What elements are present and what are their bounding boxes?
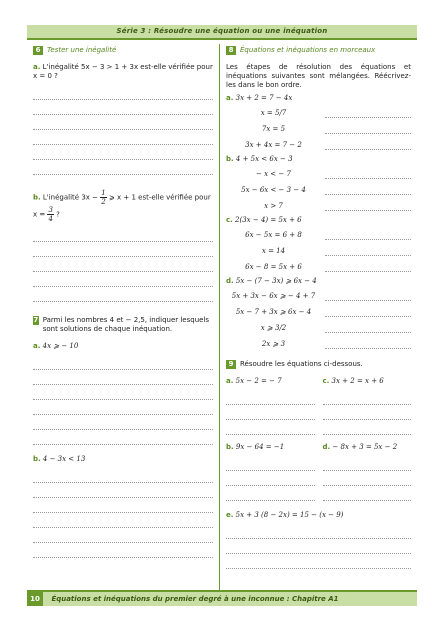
exercise-title: Parmi les nombres 4 et − 2,5, indiquer lesquels sont solutions de chaque inéquation. (42, 316, 210, 333)
answer-lines (33, 355, 213, 445)
question-text-part3: x = (33, 210, 46, 219)
group-header (226, 94, 411, 103)
question-text: 5x + 3 (8 − 2x) = 15 − (x − 9) (235, 511, 344, 519)
question-label: b. (33, 193, 41, 202)
answer-line[interactable] (325, 262, 411, 272)
answer-line[interactable] (226, 405, 315, 420)
answer-line[interactable] (33, 287, 213, 302)
group-equation: 5x − (7 − 3x) ⩾ 6x − 4 (235, 277, 317, 285)
answer-line[interactable] (33, 370, 213, 385)
answer-line[interactable] (33, 498, 213, 513)
exercise-title: Équations et inéquations en morceaux (240, 46, 376, 54)
answer-line[interactable] (325, 323, 411, 333)
answer-line[interactable] (323, 456, 412, 471)
question-text-part4: ? (56, 210, 60, 219)
question-text: 5x − 2 = − 7 (235, 377, 282, 385)
question-text: 3x + 2 = x + 6 (331, 377, 384, 385)
answer-line[interactable] (33, 272, 213, 287)
answer-line[interactable] (33, 115, 213, 130)
question-text: 4x ⩾ − 10 (42, 342, 79, 350)
step-equation: 6x − 5x = 6 + 8 (245, 230, 302, 239)
question-label: b. (226, 443, 234, 451)
exercise-title: Résoudre les équations ci-dessous. (240, 360, 363, 368)
answer-line[interactable] (33, 100, 213, 115)
step-equation: − x < − 7 (256, 169, 291, 178)
right-column (226, 46, 411, 569)
exercise-8-header (226, 46, 411, 55)
step-row (226, 182, 411, 198)
answer-line[interactable] (33, 242, 213, 257)
step-equation: x = 14 (261, 246, 286, 255)
answer-line[interactable] (226, 420, 315, 435)
left-column (33, 46, 213, 558)
answer-line[interactable] (226, 456, 315, 471)
group-label: a. (226, 94, 234, 102)
answer-line[interactable] (325, 339, 411, 349)
question-text: 9x − 64 = −1 (235, 443, 285, 451)
answer-line[interactable] (323, 390, 412, 405)
question-label: a. (33, 342, 41, 350)
group-header (226, 155, 411, 164)
question-b (33, 189, 213, 223)
answer-line[interactable] (33, 130, 213, 145)
chapter-title: Équations et inéquations du premier degré à une inconnue : Chapitre A1 (51, 595, 339, 603)
group-equation: 4 + 5x < 6x − 3 (235, 155, 293, 163)
group-label: d. (226, 277, 234, 285)
answer-lines (33, 85, 213, 175)
exercise-6-header (33, 46, 213, 55)
question-e (226, 511, 411, 520)
step-equation: x = 5/7 (260, 108, 287, 117)
page-number: 10 (27, 592, 43, 606)
question-text: L'inégalité 5x − 3 > 1 + 3x est-elle vérifiée pour x = 0 ? (33, 63, 213, 80)
step-equation: 3x + 4x = 7 − 2 (245, 140, 302, 149)
step-equation: 6x − 8 = 5x + 6 (245, 262, 302, 271)
answer-line[interactable] (323, 420, 412, 435)
answer-line[interactable] (325, 140, 411, 150)
question-label: a. (33, 63, 41, 71)
fraction-numerator: 1 (101, 189, 106, 197)
group-label: b. (226, 155, 234, 163)
group-equation: 2(3x − 4) = 5x + 6 (235, 216, 302, 224)
step-row (226, 304, 411, 320)
step-row (226, 198, 411, 214)
fraction-denominator: 2 (101, 198, 106, 206)
answer-line[interactable] (33, 528, 213, 543)
answer-line[interactable] (33, 355, 213, 370)
answer-line[interactable] (33, 145, 213, 160)
group-header (226, 277, 411, 286)
step-equation: 5x − 7 + 3x ⩾ 6x − 4 (235, 307, 312, 316)
answer-line[interactable] (33, 160, 213, 175)
exercise-intro: Les étapes de résolution des équations et inéquations suivantes sont mélangées. Réécrivez-les dans le bon ordre. (226, 63, 411, 89)
step-equation: x ⩾ 3/2 (260, 323, 287, 332)
step-equation: 2x ⩾ 3 (261, 339, 286, 348)
answer-line[interactable] (226, 539, 411, 554)
exercise-title: Tester une inégalité (47, 46, 117, 54)
answer-line[interactable] (323, 486, 412, 501)
answer-line[interactable] (33, 257, 213, 272)
answer-line[interactable] (325, 246, 411, 256)
answer-line[interactable] (323, 405, 412, 420)
answer-lines (33, 468, 213, 558)
answer-line[interactable] (325, 291, 411, 301)
answer-line[interactable] (33, 468, 213, 483)
fraction-denominator: 4 (48, 215, 53, 223)
answer-line[interactable] (226, 486, 315, 501)
step-row (226, 259, 411, 275)
question-row-bd (226, 443, 411, 501)
answer-line[interactable] (33, 85, 213, 100)
answer-line[interactable] (33, 430, 213, 445)
answer-line[interactable] (325, 185, 411, 195)
step-equation: 7x = 5 (261, 124, 286, 133)
answer-line[interactable] (33, 513, 213, 528)
exercise-number: 9 (226, 360, 236, 369)
exercise-number: 7 (33, 316, 39, 324)
answer-line[interactable] (226, 524, 411, 539)
exercise-number: 8 (226, 46, 236, 55)
question-a (33, 63, 213, 81)
exercise-9-header (226, 360, 411, 369)
answer-line[interactable] (33, 400, 213, 415)
group-label: c. (226, 216, 233, 224)
group-equation: 3x + 2 = 7 − 4x (235, 94, 293, 102)
answer-line[interactable] (226, 390, 315, 405)
question-label: e. (226, 511, 234, 519)
answer-line[interactable] (325, 230, 411, 240)
column-divider (219, 44, 220, 592)
answer-line[interactable] (325, 108, 411, 118)
question-text-part1: L'inégalité 3x − (42, 193, 99, 202)
step-row (226, 137, 411, 153)
step-row (226, 288, 411, 304)
answer-line[interactable] (33, 483, 213, 498)
answer-line[interactable] (325, 201, 411, 211)
question-text-part2: ⩾ x + 1 est-elle vérifiée pour (108, 193, 211, 202)
fraction (100, 189, 106, 206)
question-label: d. (322, 443, 331, 451)
question-row-ac (226, 377, 411, 435)
step-equation: 5x − 6x < − 3 − 4 (241, 185, 306, 194)
answer-line[interactable] (325, 169, 411, 179)
question-b (33, 455, 213, 464)
step-row (226, 227, 411, 243)
step-equation: x > 7 (264, 201, 283, 210)
page-footer (27, 590, 417, 606)
series-banner: Série 3 : Résoudre une équation ou une inéquation (27, 25, 417, 40)
fraction (47, 206, 53, 223)
step-row (226, 243, 411, 259)
answer-line[interactable] (33, 385, 213, 400)
answer-line[interactable] (33, 543, 213, 558)
answer-line[interactable] (33, 415, 213, 430)
exercise-number: 6 (33, 46, 43, 55)
exercise-7-header (33, 316, 213, 334)
step-row (226, 336, 411, 352)
question-label: b. (33, 455, 41, 463)
question-label: a. (226, 377, 234, 385)
step-row (226, 121, 411, 137)
answer-line[interactable] (323, 471, 412, 486)
answer-line[interactable] (33, 227, 213, 242)
question-a (33, 342, 213, 351)
group-header (226, 216, 411, 225)
answer-lines (33, 227, 213, 302)
step-row (226, 320, 411, 336)
answer-line[interactable] (325, 124, 411, 134)
answer-line[interactable] (325, 307, 411, 317)
step-row (226, 105, 411, 121)
fraction-numerator: 3 (48, 206, 53, 214)
question-text: − 8x + 3 = 5x − 2 (332, 443, 398, 451)
question-label: c. (322, 377, 330, 385)
answer-line[interactable] (226, 471, 315, 486)
step-equation: 5x + 3x − 6x ⩾ − 4 + 7 (231, 291, 316, 300)
question-text: 4 − 3x < 13 (42, 455, 86, 463)
exercise-8-groups (226, 94, 411, 352)
step-row (226, 166, 411, 182)
answer-line[interactable] (226, 554, 411, 569)
